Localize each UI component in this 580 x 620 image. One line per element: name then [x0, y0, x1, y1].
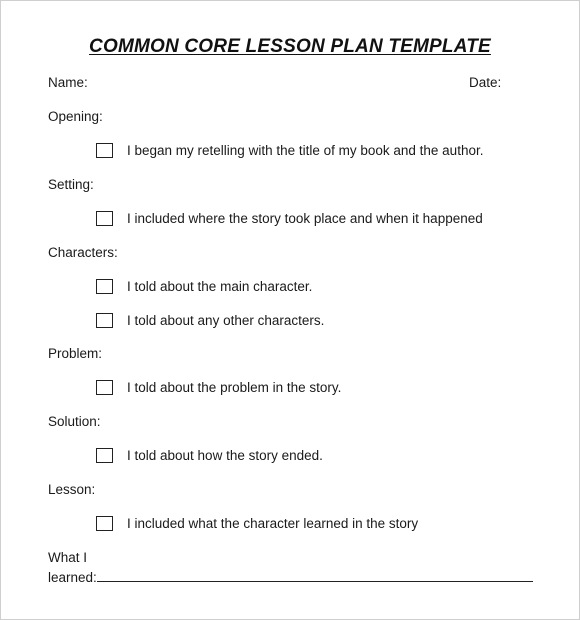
checklist-item-text: I included where the story took place and when it happened	[127, 210, 483, 226]
checkbox[interactable]	[96, 143, 113, 158]
section-label-setting: Setting:	[48, 177, 94, 192]
checklist-item-text: I began my retelling with the title of my book and the author.	[127, 142, 484, 158]
checkbox[interactable]	[96, 313, 113, 328]
section-label-solution: Solution:	[48, 414, 101, 429]
checklist-item-text: I told about the problem in the story.	[127, 379, 342, 395]
what-i-learned-label-line1: What I	[48, 550, 88, 565]
section-label-characters: Characters:	[48, 245, 118, 260]
checklist-item-text: I told about the main character.	[127, 278, 313, 294]
checklist-item-text: I told about how the story ended.	[127, 447, 323, 463]
checkbox[interactable]	[96, 211, 113, 226]
section-label-opening: Opening:	[48, 109, 103, 124]
checklist-item-lesson-1	[96, 514, 418, 532]
checklist-item-setting-1	[96, 209, 483, 227]
checkbox[interactable]	[96, 516, 113, 531]
checkbox[interactable]	[96, 380, 113, 395]
checklist-item-characters-2	[96, 311, 324, 329]
date-label: Date:	[469, 75, 502, 90]
checklist-item-opening-1	[96, 141, 483, 159]
section-label-lesson: Lesson:	[48, 482, 96, 497]
checklist-item-solution-1	[96, 446, 323, 464]
what-i-learned-answer-line[interactable]	[97, 581, 533, 582]
section-label-problem: Problem:	[48, 346, 103, 361]
checkbox[interactable]	[96, 448, 113, 463]
page-title: COMMON CORE LESSON PLAN TEMPLATE	[89, 36, 491, 57]
checkbox[interactable]	[96, 279, 113, 294]
checklist-item-text: I told about any other characters.	[127, 312, 325, 328]
checklist-item-characters-1	[96, 277, 312, 295]
name-label: Name:	[48, 75, 88, 90]
what-i-learned-label-line2: learned:	[48, 570, 97, 585]
checklist-item-text: I included what the character learned in the story	[127, 515, 419, 531]
checklist-item-problem-1	[96, 378, 341, 396]
